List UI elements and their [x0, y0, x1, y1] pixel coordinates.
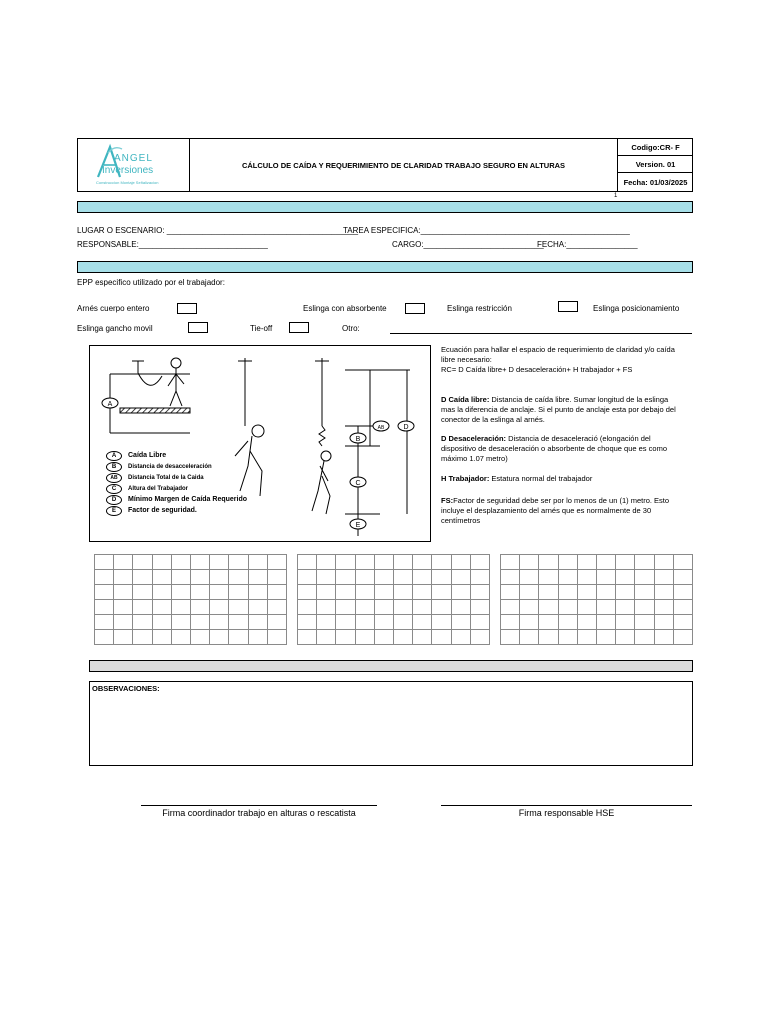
signature-line-coordinador[interactable] — [141, 805, 377, 806]
signature-label-coordinador: Firma coordinador trabajo en alturas o rescatista — [162, 808, 356, 818]
restriccion-label: Eslinga restricción — [447, 304, 512, 313]
grid-cell[interactable] — [355, 630, 374, 645]
grid-cell[interactable] — [298, 600, 317, 615]
grid-cell[interactable] — [501, 615, 520, 630]
grid-cell[interactable] — [336, 600, 355, 615]
grid-cell[interactable] — [501, 600, 520, 615]
logo-subtext: Inversiones — [102, 165, 154, 176]
calculation-grid-2[interactable] — [297, 554, 490, 645]
grid-cell[interactable] — [133, 615, 152, 630]
grid-cell[interactable] — [190, 555, 209, 570]
grid-cell[interactable] — [95, 630, 114, 645]
grid-cell[interactable] — [114, 585, 133, 600]
grid-cell[interactable] — [673, 600, 692, 615]
grid-cell[interactable] — [451, 600, 470, 615]
otro-label: Otro: — [342, 324, 360, 333]
calculation-grid-1[interactable] — [94, 554, 287, 645]
signature-line-hse[interactable] — [441, 805, 692, 806]
calculation-grid-3[interactable] — [500, 554, 693, 645]
grid-cell[interactable] — [635, 585, 654, 600]
grid-cell[interactable] — [133, 600, 152, 615]
grid-cell[interactable] — [298, 630, 317, 645]
grid-cell[interactable] — [654, 585, 673, 600]
grid-cell[interactable] — [596, 630, 615, 645]
logo-text: ANGEL — [114, 153, 153, 164]
grid-cell[interactable] — [520, 600, 539, 615]
grid-cell[interactable] — [133, 585, 152, 600]
ddes-line-3: máximo 1.07 metro) — [441, 454, 508, 463]
logo-tagline: Construccion Montaje Señalizacion — [96, 180, 159, 185]
grid-row — [298, 585, 490, 600]
intro-line-1: Ecuación para hallar el espacio de requerimiento de claridad y/o caída — [441, 345, 675, 354]
grid-cell[interactable] — [413, 600, 432, 615]
grid-cell[interactable] — [95, 585, 114, 600]
lugar-field[interactable]: LUGAR O ESCENARIO: ___________________________________________ — [77, 226, 359, 235]
grid-cell[interactable] — [616, 570, 635, 585]
codigo-label: Codigo:CR- F — [618, 139, 693, 156]
grid-cell[interactable] — [267, 600, 286, 615]
grid-cell[interactable] — [539, 585, 558, 600]
explanation-block — [441, 345, 693, 526]
grid-cell[interactable] — [451, 615, 470, 630]
grid-cell[interactable] — [520, 585, 539, 600]
grid-row — [298, 555, 490, 570]
grid-cell[interactable] — [635, 570, 654, 585]
grid-cell[interactable] — [501, 585, 520, 600]
legend-ab: AB Distancia Total de la Caida — [106, 472, 316, 483]
fig-letter-ab: AB — [377, 425, 385, 431]
grid-row — [95, 555, 287, 570]
grid-cell[interactable] — [133, 630, 152, 645]
section-bar-2 — [77, 261, 693, 273]
grid-cell[interactable] — [171, 600, 190, 615]
grid-cell[interactable] — [229, 600, 248, 615]
grid-cell[interactable] — [190, 615, 209, 630]
grid-cell[interactable] — [470, 600, 489, 615]
grid-cell[interactable] — [654, 600, 673, 615]
legend-c: C Altura del Trabajador — [106, 483, 316, 494]
grid-cell[interactable] — [95, 570, 114, 585]
grid-cell[interactable] — [577, 615, 596, 630]
grid-cell[interactable] — [635, 630, 654, 645]
grid-cell[interactable] — [539, 600, 558, 615]
grid-cell[interactable] — [470, 630, 489, 645]
grid-cell[interactable] — [229, 630, 248, 645]
grid-cell[interactable] — [374, 615, 393, 630]
grid-cell[interactable] — [654, 615, 673, 630]
grid-cell[interactable] — [374, 630, 393, 645]
grid-cell[interactable] — [114, 555, 133, 570]
grid-cell[interactable] — [451, 570, 470, 585]
grid-cell[interactable] — [317, 615, 336, 630]
grid-cell[interactable] — [229, 585, 248, 600]
grid-cell[interactable] — [654, 630, 673, 645]
grid-cell[interactable] — [114, 570, 133, 585]
grid-cell[interactable] — [673, 555, 692, 570]
page-number: 1 — [614, 193, 618, 199]
grid-cell[interactable] — [267, 630, 286, 645]
grid-cell[interactable] — [190, 585, 209, 600]
grid-cell[interactable] — [413, 570, 432, 585]
section-bar-1 — [77, 201, 693, 213]
grid-cell[interactable] — [432, 585, 451, 600]
grid-cell[interactable] — [152, 570, 171, 585]
grid-cell[interactable] — [317, 600, 336, 615]
grid-cell[interactable] — [596, 615, 615, 630]
fig-letter-c: C — [355, 480, 361, 487]
grid-cell[interactable] — [558, 555, 577, 570]
grid-cell[interactable] — [267, 615, 286, 630]
grid-cell[interactable] — [616, 630, 635, 645]
grid-cell[interactable] — [171, 630, 190, 645]
grid-cell[interactable] — [317, 630, 336, 645]
fall-diagram — [89, 345, 431, 542]
grid-row — [501, 570, 693, 585]
grid-cell[interactable] — [355, 555, 374, 570]
grid-cell[interactable] — [432, 615, 451, 630]
grid-cell[interactable] — [596, 555, 615, 570]
grid-cell[interactable] — [317, 585, 336, 600]
grid-cell[interactable] — [393, 585, 412, 600]
grid-row — [298, 630, 490, 645]
otro-input-line[interactable] — [390, 333, 692, 334]
signature-label-hse: Firma responsable HSE — [518, 808, 615, 818]
observations-box[interactable] — [89, 681, 693, 766]
grid-cell[interactable] — [317, 555, 336, 570]
form-header — [77, 138, 693, 192]
diagram-legend — [106, 450, 316, 516]
grid-cell[interactable] — [152, 630, 171, 645]
absorbente-label: Eslinga con absorbente — [303, 304, 387, 313]
gancho-checkbox[interactable] — [188, 322, 208, 333]
grid-cell[interactable] — [577, 585, 596, 600]
grid-cell[interactable] — [152, 585, 171, 600]
grid-row — [95, 570, 287, 585]
grid-cell[interactable] — [298, 570, 317, 585]
grid-cell[interactable] — [95, 555, 114, 570]
ddes-line-2: dispositivo de desaceleración o absorbente de choque que es como — [441, 444, 667, 453]
grid-cell[interactable] — [432, 600, 451, 615]
grid-cell[interactable] — [374, 570, 393, 585]
grid-cell[interactable] — [190, 570, 209, 585]
epp-heading: EPP especifico utilizado por el trabajador: — [77, 278, 225, 287]
grid-cell[interactable] — [616, 615, 635, 630]
dcl-line-3: conector de la eslinga al arnés. — [441, 415, 545, 424]
grid-cell[interactable] — [654, 555, 673, 570]
grid-cell[interactable] — [558, 630, 577, 645]
tarea-field[interactable]: TAREA ESPECIFICA:_______________________________________________ — [343, 226, 630, 235]
grid-cell[interactable] — [432, 630, 451, 645]
grid-cell[interactable] — [248, 570, 267, 585]
grid-cell[interactable] — [393, 555, 412, 570]
grid-cell[interactable] — [539, 630, 558, 645]
grid-cell[interactable] — [336, 570, 355, 585]
grid-cell[interactable] — [317, 570, 336, 585]
grid-cell[interactable] — [501, 555, 520, 570]
grid-cell[interactable] — [267, 570, 286, 585]
grid-cell[interactable] — [635, 555, 654, 570]
fig-letter-b: B — [355, 436, 361, 443]
grid-row — [95, 585, 287, 600]
fig-letter-e: E — [355, 522, 361, 529]
grid-cell[interactable] — [336, 555, 355, 570]
grid-cell[interactable] — [248, 630, 267, 645]
grid-cell[interactable] — [374, 600, 393, 615]
gancho-label: Eslinga gancho movil — [77, 324, 153, 333]
grid-cell[interactable] — [577, 570, 596, 585]
grid-cell[interactable] — [374, 555, 393, 570]
grid-cell[interactable] — [133, 555, 152, 570]
grid-cell[interactable] — [171, 585, 190, 600]
tieoff-checkbox[interactable] — [289, 322, 309, 333]
restriccion-checkbox[interactable] — [558, 301, 578, 312]
grid-cell[interactable] — [229, 555, 248, 570]
arnes-label: Arnés cuerpo entero — [77, 304, 150, 313]
grid-cell[interactable] — [577, 630, 596, 645]
grid-cell[interactable] — [248, 615, 267, 630]
grid-cell[interactable] — [616, 555, 635, 570]
grid-cell[interactable] — [374, 585, 393, 600]
grid-cell[interactable] — [470, 570, 489, 585]
grid-cell[interactable] — [470, 555, 489, 570]
grid-row — [95, 615, 287, 630]
grid-cell[interactable] — [520, 570, 539, 585]
grid-cell[interactable] — [470, 615, 489, 630]
grid-cell[interactable] — [298, 585, 317, 600]
observations-label: OBSERVACIONES: — [92, 684, 160, 693]
grid-row — [501, 615, 693, 630]
ddes-line-1: D Desaceleración: Distancia de desaceleració (elongación del — [441, 434, 651, 443]
grid-cell[interactable] — [248, 555, 267, 570]
fecha-field[interactable]: FECHA:________________ — [537, 240, 638, 249]
grid-cell[interactable] — [451, 585, 470, 600]
grid-cell[interactable] — [413, 615, 432, 630]
grid-cell[interactable] — [596, 585, 615, 600]
grid-cell[interactable] — [558, 570, 577, 585]
grid-cell[interactable] — [577, 555, 596, 570]
form-title: CÁLCULO DE CAÍDA Y REQUERIMIENTO DE CLARIDAD TRABAJO SEGURO EN ALTURAS — [190, 139, 618, 191]
grid-cell[interactable] — [355, 615, 374, 630]
grid-cell[interactable] — [539, 570, 558, 585]
grid-cell[interactable] — [210, 615, 229, 630]
arnes-checkbox[interactable] — [177, 303, 197, 314]
grid-cell[interactable] — [248, 585, 267, 600]
grid-cell[interactable] — [501, 570, 520, 585]
grid-cell[interactable] — [596, 600, 615, 615]
grid-cell[interactable] — [210, 630, 229, 645]
grid-cell[interactable] — [451, 555, 470, 570]
meta-cell — [618, 139, 694, 191]
grid-cell[interactable] — [336, 615, 355, 630]
grid-cell[interactable] — [171, 555, 190, 570]
grid-cell[interactable] — [190, 630, 209, 645]
grid-cell[interactable] — [558, 585, 577, 600]
grid-cell[interactable] — [229, 615, 248, 630]
grid-cell[interactable] — [432, 555, 451, 570]
grid-cell[interactable] — [114, 630, 133, 645]
grid-cell[interactable] — [616, 585, 635, 600]
grid-cell[interactable] — [673, 570, 692, 585]
grid-cell[interactable] — [210, 570, 229, 585]
grid-cell[interactable] — [635, 615, 654, 630]
grid-cell[interactable] — [267, 555, 286, 570]
grid-cell[interactable] — [413, 630, 432, 645]
grid-cell[interactable] — [114, 615, 133, 630]
grid-cell[interactable] — [635, 600, 654, 615]
grid-cell[interactable] — [171, 615, 190, 630]
grid-cell[interactable] — [558, 600, 577, 615]
grid-cell[interactable] — [520, 630, 539, 645]
dcl-line-1: D Caída libre: Distancia de caída libre. Sumar longitud de la eslinga — [441, 395, 669, 404]
legend-a: A Caída Libre — [106, 450, 316, 461]
grid-cell[interactable] — [596, 570, 615, 585]
grid-cell[interactable] — [432, 570, 451, 585]
grid-cell[interactable] — [190, 600, 209, 615]
grid-cell[interactable] — [171, 570, 190, 585]
posicionamiento-label: Eslinga posicionamiento — [593, 304, 680, 313]
grid-cell[interactable] — [413, 555, 432, 570]
grid-cell[interactable] — [654, 570, 673, 585]
grid-row — [95, 630, 287, 645]
fig-letter-d: D — [403, 424, 409, 431]
fig-letter-a: A — [107, 401, 113, 408]
logo-cell — [78, 139, 190, 191]
absorbente-checkbox[interactable] — [405, 303, 425, 314]
grid-cell[interactable] — [539, 615, 558, 630]
grid-cell[interactable] — [673, 585, 692, 600]
fecha-label: Fecha: 01/03/2025 — [623, 178, 688, 187]
grid-cell[interactable] — [355, 600, 374, 615]
grid-cell[interactable] — [616, 600, 635, 615]
cargo-field[interactable]: CARGO:___________________________ — [392, 240, 544, 249]
grid-cell[interactable] — [248, 600, 267, 615]
grid-cell[interactable] — [470, 585, 489, 600]
grid-cell[interactable] — [413, 585, 432, 600]
grid-cell[interactable] — [267, 585, 286, 600]
legend-b: B Distancia de desacceleración — [106, 461, 316, 472]
grid-cell[interactable] — [152, 600, 171, 615]
grid-cell[interactable] — [114, 600, 133, 615]
grid-cell[interactable] — [520, 615, 539, 630]
intro-line-2: libre necesario: — [441, 355, 492, 364]
grid-cell[interactable] — [336, 630, 355, 645]
section-bar-3 — [89, 660, 693, 672]
grid-cell[interactable] — [355, 585, 374, 600]
grid-cell[interactable] — [451, 630, 470, 645]
grid-cell[interactable] — [298, 615, 317, 630]
grid-cell[interactable] — [577, 600, 596, 615]
grid-cell[interactable] — [152, 555, 171, 570]
grid-cell[interactable] — [95, 600, 114, 615]
grid-cell[interactable] — [210, 585, 229, 600]
version-label: Version. 01 — [618, 156, 693, 173]
grid-row — [501, 630, 693, 645]
grid-row — [95, 600, 287, 615]
ht-line-1: H Trabajador: Estatura normal del trabajador — [441, 474, 593, 483]
grid-cell[interactable] — [501, 630, 520, 645]
grid-cell[interactable] — [673, 630, 692, 645]
grid-cell[interactable] — [336, 585, 355, 600]
fs-line-1: FS:Factor de seguridad debe ser por lo menos de un (1) metro. Esto — [441, 496, 670, 505]
grid-cell[interactable] — [393, 615, 412, 630]
grid-row — [501, 585, 693, 600]
fs-line-3: centímetros — [441, 516, 481, 525]
grid-row — [298, 600, 490, 615]
grid-cell[interactable] — [558, 615, 577, 630]
grid-cell[interactable] — [152, 615, 171, 630]
formula: RC= D Caída libre+ D desaceleración+ H trabajador + FS — [441, 365, 633, 374]
grid-cell[interactable] — [229, 570, 248, 585]
grid-cell[interactable] — [133, 570, 152, 585]
grid-cell[interactable] — [95, 615, 114, 630]
grid-row — [501, 555, 693, 570]
grid-cell[interactable] — [393, 600, 412, 615]
legend-d: D Mínimo Margen de Caída Requerido — [106, 494, 316, 505]
grid-cell[interactable] — [393, 630, 412, 645]
grid-cell[interactable] — [355, 570, 374, 585]
legend-e: E Factor de seguridad. — [106, 505, 316, 516]
responsable-field[interactable]: RESPONSABLE:_____________________________ — [77, 240, 268, 249]
grid-cell[interactable] — [520, 555, 539, 570]
grid-cell[interactable] — [298, 555, 317, 570]
grid-cell[interactable] — [393, 570, 412, 585]
grid-cell[interactable] — [673, 615, 692, 630]
grid-cell[interactable] — [210, 600, 229, 615]
fs-line-2: incluye el desplazamiento del arnés que es normalmente de 30 — [441, 506, 652, 515]
grid-row — [298, 570, 490, 585]
dcl-line-2: mas la diferencia de anclaje. Si el punto de anclaje esta por debajo del — [441, 405, 676, 414]
grid-row — [501, 600, 693, 615]
grid-cell[interactable] — [210, 555, 229, 570]
grid-cell[interactable] — [539, 555, 558, 570]
grid-row — [298, 615, 490, 630]
tieoff-label: Tie-off — [250, 324, 273, 333]
